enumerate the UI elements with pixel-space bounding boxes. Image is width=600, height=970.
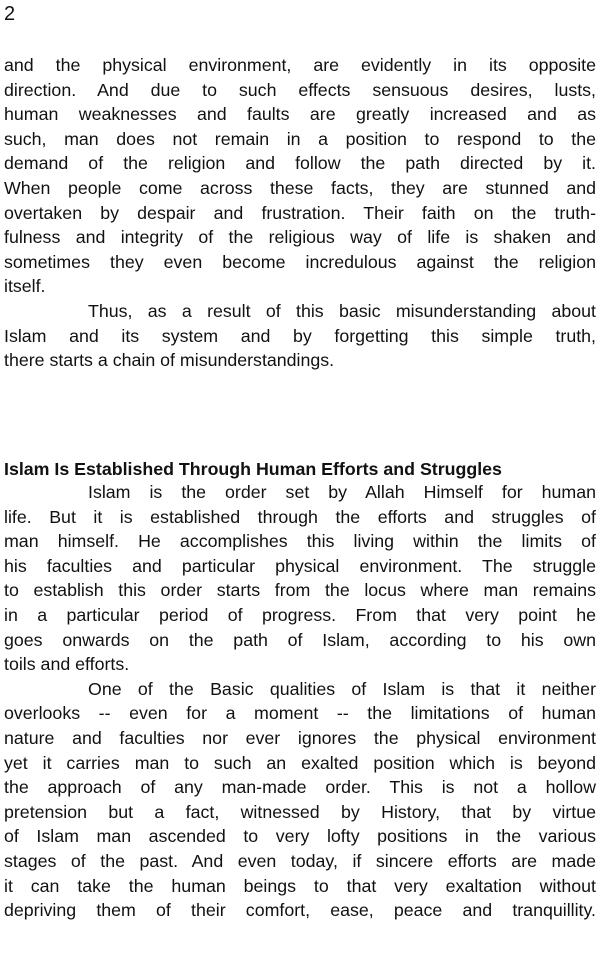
text-line: the approach of any man-made order. This is not a hollow bbox=[4, 777, 596, 798]
text-line: Islam and its system and by forgetting this simple truth, bbox=[4, 325, 596, 346]
text-line: his faculties and particular physical environment. The struggle bbox=[4, 555, 596, 576]
text-line: in a particular period of progress. From that very point he bbox=[4, 604, 596, 625]
text-line: life. But it is established through the efforts and struggles of bbox=[4, 506, 596, 527]
text-line: nature and faculties nor ever ignores the physical environment bbox=[4, 727, 596, 748]
text-line: there starts a chain of misunderstandings. bbox=[4, 350, 335, 371]
paragraph-block-2 bbox=[4, 480, 596, 923]
text-line: toils and efforts. bbox=[4, 654, 130, 675]
text-line: When people come across these facts, they are stunned and bbox=[4, 177, 596, 198]
text-line: demand of the religion and follow the path directed by it. bbox=[4, 153, 596, 174]
text-line: One of the Basic qualities of Islam is that it neither bbox=[88, 678, 596, 699]
text-line: itself. bbox=[4, 276, 46, 297]
text-line: of Islam man ascended to very lofty positions in the various bbox=[4, 826, 596, 847]
text-line: sometimes they even become incredulous against the religion bbox=[4, 251, 596, 272]
text-line: and the physical environment, are evidently in its opposite bbox=[4, 55, 596, 75]
text-line: to establish this order starts from the locus where man remains bbox=[4, 580, 596, 601]
text-line: pretension but a fact, witnessed by History, that by virtue bbox=[4, 801, 596, 822]
text-line: human weaknesses and faults are greatly increased and as bbox=[4, 104, 596, 125]
text-line: goes onwards on the path of Islam, according to his own bbox=[4, 629, 596, 650]
page-number: 2 bbox=[4, 3, 16, 25]
text-line: overlooks -- even for a moment -- the limitations of human bbox=[4, 703, 596, 724]
text-line: fulness and integrity of the religious way of life is shaken and bbox=[4, 227, 596, 248]
text-line: such, man does not remain in a position to respond to the bbox=[4, 128, 596, 149]
text-line: Thus, as a result of this basic misunderstanding about bbox=[88, 300, 596, 321]
text-line: Islam is the order set by Allah Himself for human bbox=[88, 482, 596, 502]
text-line: man himself. He accomplishes this living within the limits of bbox=[4, 531, 596, 552]
text-line: depriving them of their comfort, ease, peace and tranquillity. bbox=[4, 900, 596, 921]
section-heading: Islam Is Established Through Human Efforts and Struggles bbox=[4, 459, 502, 479]
text-line: direction. And due to such effects sensuous desires, lusts, bbox=[4, 79, 596, 100]
text-line: yet it carries man to such an exalted position which is beyond bbox=[4, 752, 596, 773]
text-line: it can take the human beings to that very exaltation without bbox=[4, 875, 596, 896]
text-line: stages of the past. And even today, if sincere efforts are made bbox=[4, 850, 596, 871]
paragraph-block-1 bbox=[4, 53, 596, 373]
text-line: overtaken by despair and frustration. Their faith on the truth- bbox=[4, 202, 596, 223]
